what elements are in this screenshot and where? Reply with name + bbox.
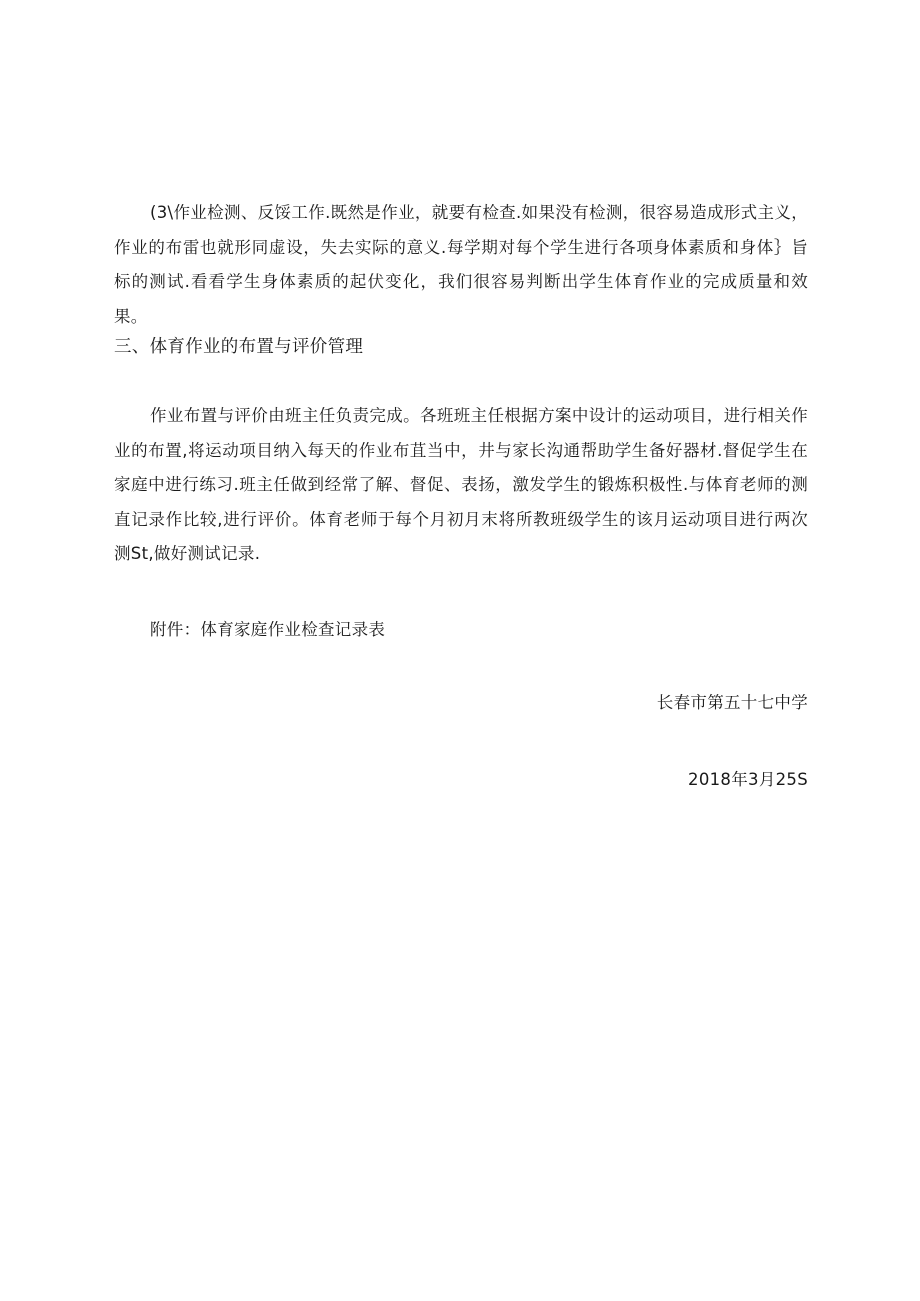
attachment-line: 附件：体育家庭作业检查记录表 (150, 620, 386, 639)
document-date: 2018年3月25S (688, 770, 808, 789)
paragraph-homework-inspection: (3\作业检测、反馁工作.既然是作业，就要有检查.如果没有检测，很容易造成形式主义，作业的布雷也就形同虚设，失去实际的意义.每学期对每个学生进行各项身体素质和身体｝旨标的测试.看看学生身体素质的起伏变化，我们很容易判断出学生体育作业的完成质量和效果。 (114, 203, 808, 326)
section-heading: 三、体育作业的布置与评价管理 (114, 337, 364, 357)
organization-signature: 长春市第五十七中学 (656, 693, 808, 712)
paragraph-assignment-evaluation: 作业布置与评价由班主任负责完成。各班班主任根据方案中设计的运动项目，进行相关作业的布置,将运动项目纳入每天的作业布苴当中，井与家长沟通帮助学生备好器材.督促学生在家庭中进行练习.班主任做到经常了解、督促、表扬，激发学生的锻炼积极性.与体育老师的测直记录作比较,进行评价。体育老师于每个月初月末将所教班级学生的该月运动项目进行两次测St,做好测试记录. (114, 406, 808, 563)
